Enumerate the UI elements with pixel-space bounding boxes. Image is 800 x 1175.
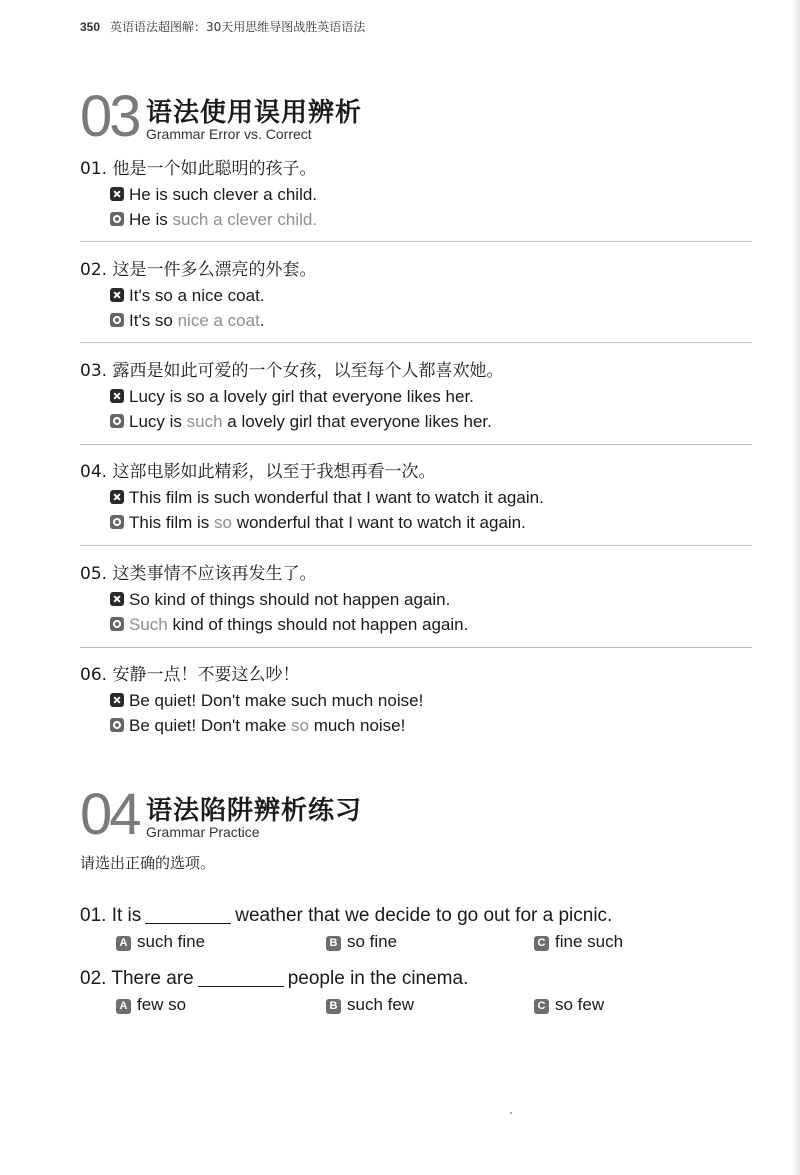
option-c[interactable]: C so few: [534, 993, 604, 1017]
item-divider: [80, 444, 752, 445]
item-divider: [80, 241, 752, 242]
wrong-sentence: This film is such wonderful that I want to watch it again.: [110, 485, 760, 510]
correct-sentence: Be quiet! Don't make so much noise!: [110, 713, 760, 738]
correct-highlight: so: [214, 513, 232, 532]
correct-sentence: This film is so wonderful that I want to watch it again.: [110, 510, 760, 535]
item-question: 04. 这部电影如此精彩，以至于我想再看一次。: [80, 462, 436, 482]
item-question: 05. 这类事情不应该再发生了。: [80, 564, 317, 584]
item-question: 02. 这是一件多么漂亮的外套。: [80, 260, 317, 280]
practice-options: [80, 993, 760, 1017]
practice-options: [80, 930, 760, 954]
option-a[interactable]: A few so: [116, 993, 186, 1017]
page-speck: [510, 1112, 512, 1114]
correct-sentence: Such kind of things should not happen again.: [110, 612, 760, 637]
item-divider: [80, 342, 752, 343]
error-item-02: [80, 257, 760, 333]
item-question: 06. 安静一点！不要这么吵！: [80, 665, 300, 685]
option-a[interactable]: A such fine: [116, 930, 205, 954]
wrong-mark-icon: [110, 288, 124, 302]
correct-sentence: It's so nice a coat.: [110, 308, 760, 333]
correct-sentence: Lucy is such a lovely girl that everyone likes her.: [110, 409, 760, 434]
correct-mark-icon: [110, 617, 124, 631]
practice-question-02: [80, 965, 760, 1017]
error-item-05: [80, 561, 760, 637]
option-b[interactable]: B such few: [326, 993, 414, 1017]
wrong-mark-icon: [110, 187, 124, 201]
option-c[interactable]: C fine such: [534, 930, 623, 954]
section-04-title-en: Grammar Practice: [146, 824, 260, 840]
option-letter-b-icon: B: [326, 936, 341, 951]
page-edge-shadow: [792, 0, 800, 1175]
correct-mark-icon: [110, 718, 124, 732]
correct-highlight: so: [291, 716, 309, 735]
section-04-number: 04: [80, 782, 139, 847]
option-letter-b-icon: B: [326, 999, 341, 1014]
correct-highlight: such: [186, 412, 223, 431]
option-letter-a-icon: A: [116, 999, 131, 1014]
error-item-03: [80, 358, 760, 434]
wrong-sentence: It's so a nice coat.: [110, 283, 760, 308]
practice-instruction: 请选出正确的选项。: [80, 854, 216, 872]
practice-stem: 02. There are people in the cinema.: [80, 968, 469, 989]
option-letter-c-icon: C: [534, 936, 549, 951]
item-question: 03. 露西是如此可爱的一个女孩，以至每个人都喜欢她。: [80, 361, 504, 381]
practice-stem: 01. It is weather that we decide to go out for a picnic.: [80, 905, 613, 926]
correct-mark-icon: [110, 515, 124, 529]
item-divider: [80, 545, 752, 546]
answer-blank[interactable]: [198, 968, 284, 987]
book-title: 英语语法超图解：30天用思维导图战胜英语语法: [110, 20, 366, 34]
correct-mark-icon: [110, 414, 124, 428]
running-head: [80, 18, 365, 35]
error-item-04: [80, 459, 760, 535]
section-03-title-cn: 语法使用误用辨析: [146, 98, 363, 128]
section-03-number: 03: [80, 84, 139, 149]
correct-highlight: such a clever child.: [172, 210, 318, 229]
option-letter-a-icon: A: [116, 936, 131, 951]
page-number: 350: [80, 20, 101, 34]
item-divider: [80, 647, 752, 648]
wrong-sentence: Be quiet! Don't make such much noise!: [110, 688, 760, 713]
correct-mark-icon: [110, 212, 124, 226]
correct-sentence: He is such a clever child.: [110, 207, 760, 232]
section-03-title-en: Grammar Error vs. Correct: [146, 126, 312, 142]
correct-mark-icon: [110, 313, 124, 327]
wrong-sentence: So kind of things should not happen again.: [110, 587, 760, 612]
wrong-mark-icon: [110, 592, 124, 606]
practice-question-01: [80, 902, 760, 954]
answer-blank[interactable]: [145, 905, 231, 924]
option-b[interactable]: B so fine: [326, 930, 397, 954]
wrong-sentence: Lucy is so a lovely girl that everyone likes her.: [110, 384, 760, 409]
option-letter-c-icon: C: [534, 999, 549, 1014]
error-item-06: [80, 662, 760, 738]
section-04-title-cn: 语法陷阱辨析练习: [146, 796, 363, 826]
wrong-sentence: He is such clever a child.: [110, 182, 760, 207]
error-item-01: [80, 156, 760, 232]
correct-highlight: nice a coat: [177, 311, 260, 330]
item-question: 01. 他是一个如此聪明的孩子。: [80, 159, 317, 179]
correct-highlight: Such: [129, 615, 168, 634]
wrong-mark-icon: [110, 693, 124, 707]
wrong-mark-icon: [110, 490, 124, 504]
wrong-mark-icon: [110, 389, 124, 403]
